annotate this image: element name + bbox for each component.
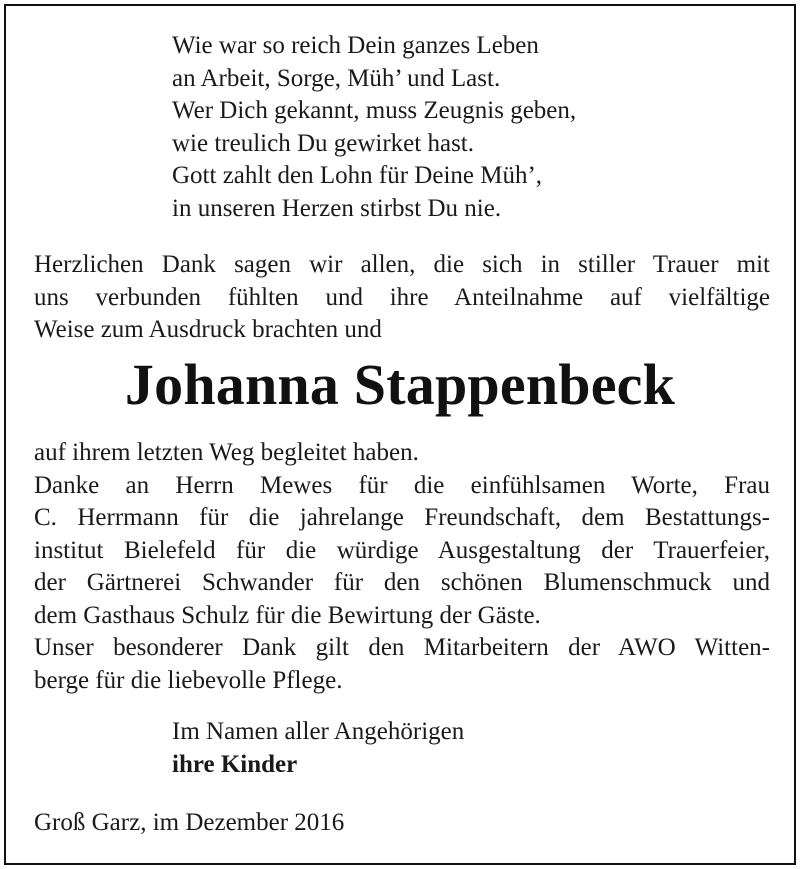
acknowledgement-line: C. Herrmann für die jahrelange Freundschaft, dem Bestattungs- — [34, 504, 770, 531]
acknowledgement-line: institut Bielefeld für die würdige Ausgestaltung der Trauerfeier, — [34, 536, 770, 564]
acknowledgement-line: auf ihrem letzten Weg begleitet haben. — [34, 439, 419, 466]
thanks-line: Herzlichen Dank sagen wir allen, die sich in stiller Trauer mit — [34, 251, 770, 278]
acknowledgement-line: dem Gasthaus Schulz für die Bewirtung der Gäste. — [34, 601, 541, 629]
acknowledgement-line: der Gärtnerei Schwander für den schönen Blumenschmuck und — [34, 569, 770, 596]
poem-line: wie treulich Du gewirket hast. — [172, 129, 474, 157]
poem-line: Wie war so reich Dein ganzes Leben — [172, 32, 539, 59]
poem-line: in unseren Herzen stirbst Du nie. — [172, 194, 502, 222]
poem-line: Gott zahlt den Lohn für Deine Müh’, — [172, 162, 543, 189]
thanks-paragraph — [34, 249, 770, 347]
signoff — [172, 716, 464, 781]
poem-line: Wer Dich gekannt, muss Zeugnis geben, — [172, 97, 577, 124]
poem-line: an Arbeit, Sorge, Müh’ und Last. — [172, 64, 501, 92]
acknowledgement-paragraph — [34, 437, 770, 697]
thanks-line: Weise zum Ausdruck brachten und — [34, 316, 382, 343]
thanks-line: uns verbunden fühlten und ihre Anteilnahme auf vielfältige — [34, 283, 770, 311]
acknowledgement-line: Unser besonderer Dank gilt den Mitarbeitern der AWO Witten- — [34, 634, 770, 661]
signoff-line: Im Namen aller Angehörigen — [172, 718, 465, 745]
acknowledgement-line: Danke an Herrn Mewes für die einfühlsamen Worte, Frau — [34, 471, 770, 499]
deceased-name: Johanna Stappenbeck — [124, 352, 676, 417]
memorial-poem — [172, 30, 576, 225]
place-and-date: Groß Garz, im Dezember 2016 — [34, 809, 345, 836]
signoff-family: ihre Kinder — [172, 750, 298, 778]
acknowledgement-line: berge für die liebevolle Pflege. — [34, 666, 343, 694]
